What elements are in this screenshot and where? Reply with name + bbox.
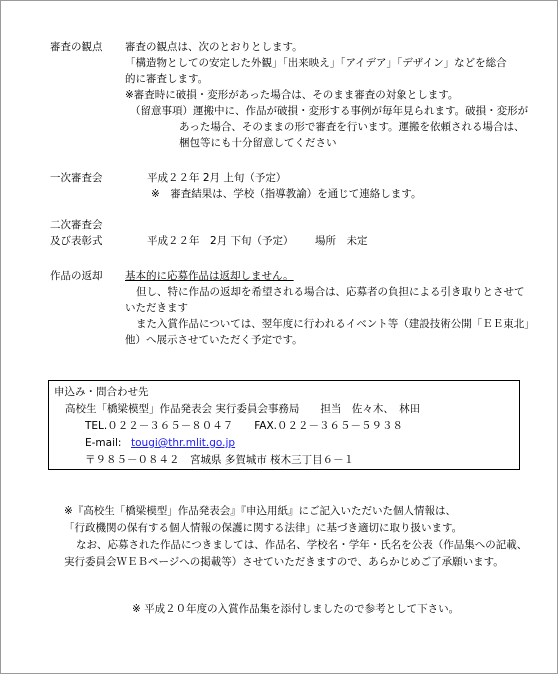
second-review-date: 平成２２年 2月 下旬（予定） (147, 235, 294, 247)
privacy-line: なお、応募された作品につきましては、作品名、学校名・学年・氏名を公表（作品集への記載、 (76, 539, 528, 551)
first-review-date: 平成２２年 2月 上旬（予定） (147, 172, 287, 184)
return-label: 作品の返却 (50, 270, 103, 282)
privacy-line: 実行委員会ＷＥＢページへの掲載等）させていただきますので、あらかじめご了承願います。 (64, 556, 504, 568)
review-line: （留意事項）運搬中に、作品が破損・変形する事例が毎年見られます。破損・変形が (130, 105, 529, 117)
contact-box (48, 380, 520, 470)
second-review-label: 及び表彰式 (50, 235, 103, 247)
return-line: 他）へ展示させていただく予定です。 (125, 334, 303, 346)
review-label: 審査の観点 (50, 41, 103, 53)
contact-tel-fax: TEL.０２２－３６５－８０４７ FAX.０２２－３６５－５９３８ (85, 420, 404, 432)
privacy-line: 「行政機関の保有する個人情報の保護に関する法律」に基づき適切に取り扱います。 (64, 522, 463, 534)
first-review-note: ※ 審査結果は、学校（指導教諭）を通じて連絡します。 (151, 188, 422, 200)
return-line: いただきます (125, 302, 188, 314)
review-line: 「構造物としての安定した外観」「出来映え」「アイデア」「デザイン」などを総合 (125, 57, 507, 69)
review-line: 審査の観点は、次のとおりとします。 (125, 41, 303, 53)
return-line: また入賞作品については、翌年度に行われるイベント等（建設技術公開「ＥＥ東北」 (136, 318, 535, 330)
return-line: 但し、特に作品の返却を希望される場合は、応募者の負担による引き取りとさせて (136, 286, 525, 298)
return-line-emphasis: 基本的に応募作品は返却しません。 (125, 270, 294, 282)
second-review-venue: 場所 未定 (315, 235, 368, 247)
privacy-line: ※『高校生「橋梁模型」作品発表会』『申込用紙』にご記入いただいた個人情報は、 (64, 505, 457, 517)
review-line: 梱包等にも十分留意してください (179, 137, 337, 149)
review-line: ※審査時に破損・変形があった場合は、そのまま審査の対象とします。 (125, 89, 459, 101)
contact-title: 申込み・問合わせ先 (54, 386, 149, 398)
footer-note: ※ 平成２０年度の入賞作品集を添付しましたので参考として下さい。 (132, 603, 460, 615)
contact-email-label: E-mail: (85, 437, 122, 449)
first-review-label: 一次審査会 (50, 172, 103, 184)
review-line: 的に審査します。 (125, 73, 209, 85)
contact-email-link[interactable]: tougi@thr.mlit.go.jp (131, 437, 236, 449)
review-line: あった場合、そのままの形で審査を行います。運搬を依頼される場合は、 (179, 121, 525, 133)
contact-address: 〒９８５－０８４２ 宮城県 多賀城市 桜木三丁目６－１ (85, 454, 355, 466)
second-review-label: 二次審査会 (50, 219, 103, 231)
contact-org: 高校生「橋梁模型」作品発表会 実行委員会事務局 担当 佐々木、 林田 (65, 403, 421, 415)
